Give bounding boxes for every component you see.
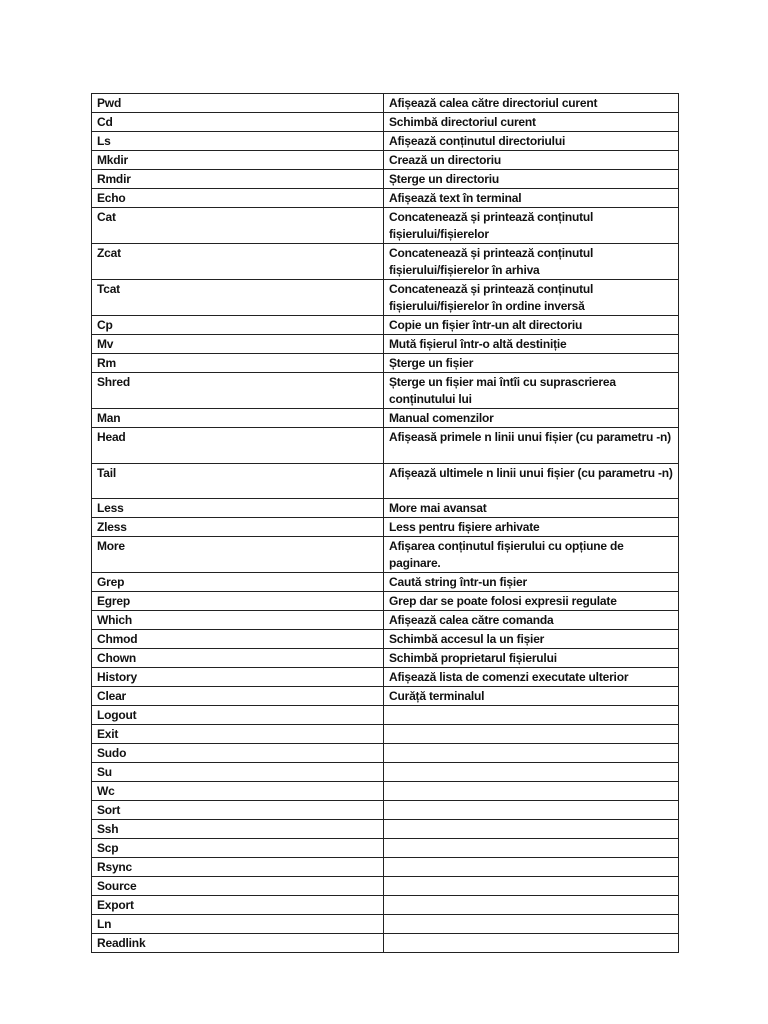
command-cell: Pwd [92,94,384,113]
description-cell: More mai avansat [384,499,679,518]
description-cell [384,782,679,801]
table-row [92,373,679,409]
commands-table-body [92,94,679,953]
table-row [92,335,679,354]
command-cell: Rm [92,354,384,373]
command-cell: Logout [92,706,384,725]
description-cell: Schimbă proprietarul fișierului [384,649,679,668]
command-cell: Ls [92,132,384,151]
commands-table [91,93,679,953]
command-cell: Tail [92,463,384,499]
table-row [92,151,679,170]
description-cell: Concatenează și printează conținutul fișierului/fișierelor [384,208,679,244]
command-cell: Cp [92,316,384,335]
description-cell: Afișeasă primele n linii unui fișier (cu parametru -n) [384,428,679,464]
command-cell: Sort [92,801,384,820]
description-cell: Copie un fișier într-un alt directoriu [384,316,679,335]
description-cell [384,877,679,896]
table-row [92,611,679,630]
table-row [92,782,679,801]
description-cell [384,839,679,858]
command-cell: Zcat [92,244,384,280]
command-cell: Source [92,877,384,896]
command-cell: Scp [92,839,384,858]
table-row [92,428,679,464]
command-cell: Which [92,611,384,630]
description-cell [384,744,679,763]
command-cell: Wc [92,782,384,801]
table-row [92,94,679,113]
command-cell: Man [92,409,384,428]
description-cell [384,706,679,725]
table-row [92,801,679,820]
command-cell: Mv [92,335,384,354]
description-cell [384,725,679,744]
command-cell: Cd [92,113,384,132]
table-row [92,915,679,934]
table-row [92,725,679,744]
command-cell: Egrep [92,592,384,611]
table-row [92,687,679,706]
table-row [92,763,679,782]
table-row [92,499,679,518]
command-cell: History [92,668,384,687]
table-row [92,537,679,573]
description-cell: Schimbă accesul la un fișier [384,630,679,649]
description-cell: Less pentru fișiere arhivate [384,518,679,537]
table-row [92,649,679,668]
table-row [92,592,679,611]
table-row [92,668,679,687]
description-cell: Afișează conținutul directoriului [384,132,679,151]
table-row [92,208,679,244]
command-cell: Su [92,763,384,782]
table-row [92,354,679,373]
command-cell: Chmod [92,630,384,649]
command-cell: Less [92,499,384,518]
description-cell: Mută fișierul într-o altă destiniție [384,335,679,354]
description-cell [384,763,679,782]
table-row [92,409,679,428]
table-row [92,189,679,208]
command-cell: Cat [92,208,384,244]
description-cell [384,858,679,877]
table-row [92,518,679,537]
command-cell: Mkdir [92,151,384,170]
description-cell: Șterge un fișier mai întîi cu suprascrierea conținutului lui [384,373,679,409]
description-cell: Afișează calea către comanda [384,611,679,630]
table-row [92,316,679,335]
table-row [92,630,679,649]
description-cell: Afișează ultimele n linii unui fișier (cu parametru -n) [384,463,679,499]
description-cell: Curăță terminalul [384,687,679,706]
command-cell: Rsync [92,858,384,877]
command-cell: Ssh [92,820,384,839]
description-cell: Afișează calea către directoriul curent [384,94,679,113]
command-cell: Echo [92,189,384,208]
table-row [92,706,679,725]
command-cell: Export [92,896,384,915]
table-row [92,170,679,189]
command-cell: Clear [92,687,384,706]
description-cell [384,934,679,953]
description-cell [384,801,679,820]
table-row [92,463,679,499]
description-cell: Afișarea conținutul fișierului cu opțiune de paginare. [384,537,679,573]
table-row [92,896,679,915]
command-cell: Grep [92,573,384,592]
description-cell [384,896,679,915]
command-cell: Head [92,428,384,464]
command-cell: Sudo [92,744,384,763]
description-cell: Șterge un directoriu [384,170,679,189]
description-cell: Afișează lista de comenzi executate ulterior [384,668,679,687]
table-row [92,132,679,151]
table-row [92,280,679,316]
table-row [92,934,679,953]
description-cell [384,915,679,934]
command-cell: Tcat [92,280,384,316]
command-cell: Zless [92,518,384,537]
command-cell: Readlink [92,934,384,953]
command-cell: Chown [92,649,384,668]
description-cell: Șterge un fișier [384,354,679,373]
table-row [92,858,679,877]
description-cell: Schimbă directoriul curent [384,113,679,132]
table-row [92,244,679,280]
description-cell: Crează un directoriu [384,151,679,170]
table-row [92,573,679,592]
description-cell: Grep dar se poate folosi expresii regulate [384,592,679,611]
table-row [92,877,679,896]
command-cell: Shred [92,373,384,409]
description-cell: Manual comenzilor [384,409,679,428]
table-row [92,820,679,839]
description-cell: Concatenează și printează conținutul fișierului/fișierelor în ordine inversă [384,280,679,316]
table-row [92,744,679,763]
description-cell: Concatenează și printează conținutul fișierului/fișierelor în arhiva [384,244,679,280]
description-cell: Caută string într-un fișier [384,573,679,592]
command-cell: Ln [92,915,384,934]
command-cell: More [92,537,384,573]
description-cell: Afișează text în terminal [384,189,679,208]
description-cell [384,820,679,839]
command-cell: Rmdir [92,170,384,189]
table-row [92,839,679,858]
command-cell: Exit [92,725,384,744]
table-row [92,113,679,132]
